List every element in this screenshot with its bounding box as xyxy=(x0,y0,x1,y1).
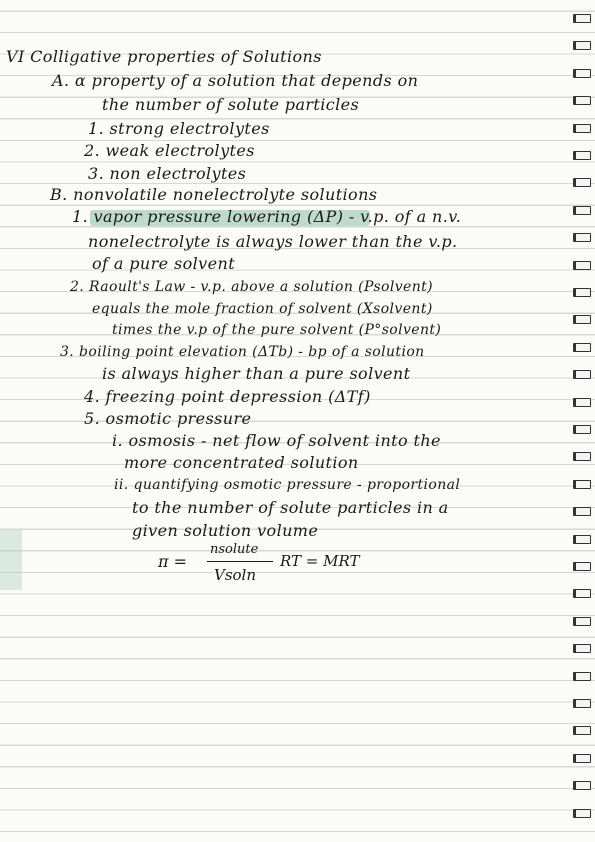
note-line: is always higher than a pure solvent xyxy=(102,364,411,383)
note-line: ii. quantifying osmotic pressure - proportional xyxy=(114,477,461,493)
note-line: 1. strong electrolytes xyxy=(88,119,270,138)
spiral-coil xyxy=(573,535,591,544)
spiral-binding xyxy=(571,0,591,842)
note-line-a: A. α property of a solution that depends on xyxy=(52,71,419,90)
heading-section-vi: VI Colligative properties of Solutions xyxy=(6,47,322,66)
spiral-coil xyxy=(573,617,591,626)
formula-rhs: RT = MRT xyxy=(280,552,360,570)
spiral-coil xyxy=(573,672,591,681)
edge-smudge xyxy=(0,530,22,590)
spiral-coil xyxy=(573,644,591,653)
note-line: more concentrated solution xyxy=(124,453,359,472)
spiral-coil xyxy=(573,726,591,735)
note-line: 1. vapor pressure lowering (ΔP) - v.p. of a n.v. xyxy=(72,207,462,226)
note-line: 3. boiling point elevation (ΔTb) - bp of a solution xyxy=(60,344,425,360)
spiral-coil xyxy=(573,425,591,434)
spiral-coil xyxy=(573,507,591,516)
spiral-coil xyxy=(573,261,591,270)
note-line: 5. osmotic pressure xyxy=(84,409,252,428)
spiral-coil xyxy=(573,41,591,50)
spiral-coil xyxy=(573,781,591,790)
fraction-bar xyxy=(207,561,273,562)
note-line: times the v.p of the pure solvent (P°solvent) xyxy=(112,322,442,338)
note-line: nonelectrolyte is always lower than the v.p. xyxy=(88,232,458,251)
spiral-coil xyxy=(573,699,591,708)
note-line-b: B. nonvolatile nonelectrolyte solutions xyxy=(50,185,378,204)
spiral-coil xyxy=(573,14,591,23)
spiral-coil xyxy=(573,206,591,215)
spiral-coil xyxy=(573,178,591,187)
note-line: the number of solute particles xyxy=(102,95,360,114)
note-line: given solution volume xyxy=(132,521,319,540)
spiral-coil xyxy=(573,398,591,407)
spiral-coil xyxy=(573,480,591,489)
spiral-coil xyxy=(573,452,591,461)
note-line: i. osmosis - net flow of solvent into the xyxy=(112,431,441,450)
note-line: 2. weak electrolytes xyxy=(84,141,255,160)
spiral-coil xyxy=(573,809,591,818)
spiral-coil xyxy=(573,589,591,598)
formula-denominator: Vsoln xyxy=(214,566,257,584)
note-line: 3. non electrolytes xyxy=(88,164,247,183)
note-line: 4. freezing point depression (ΔTf) xyxy=(84,387,371,406)
spiral-coil xyxy=(573,96,591,105)
note-line: to the number of solute particles in a xyxy=(132,498,449,517)
formula-lhs: π = xyxy=(158,552,188,571)
spiral-coil xyxy=(573,69,591,78)
spiral-coil xyxy=(573,754,591,763)
spiral-coil xyxy=(573,343,591,352)
spiral-coil xyxy=(573,288,591,297)
note-line: 2. Raoult's Law - v.p. above a solution (Psolvent) xyxy=(70,279,434,295)
spiral-coil xyxy=(573,315,591,324)
note-line: equals the mole fraction of solvent (Xsolvent) xyxy=(92,301,433,317)
formula-numerator: nsolute xyxy=(210,542,259,557)
spiral-coil xyxy=(573,124,591,133)
spiral-coil xyxy=(573,562,591,571)
spiral-coil xyxy=(573,370,591,379)
note-line: of a pure solvent xyxy=(92,254,236,273)
spiral-coil xyxy=(573,151,591,160)
spiral-coil xyxy=(573,233,591,242)
